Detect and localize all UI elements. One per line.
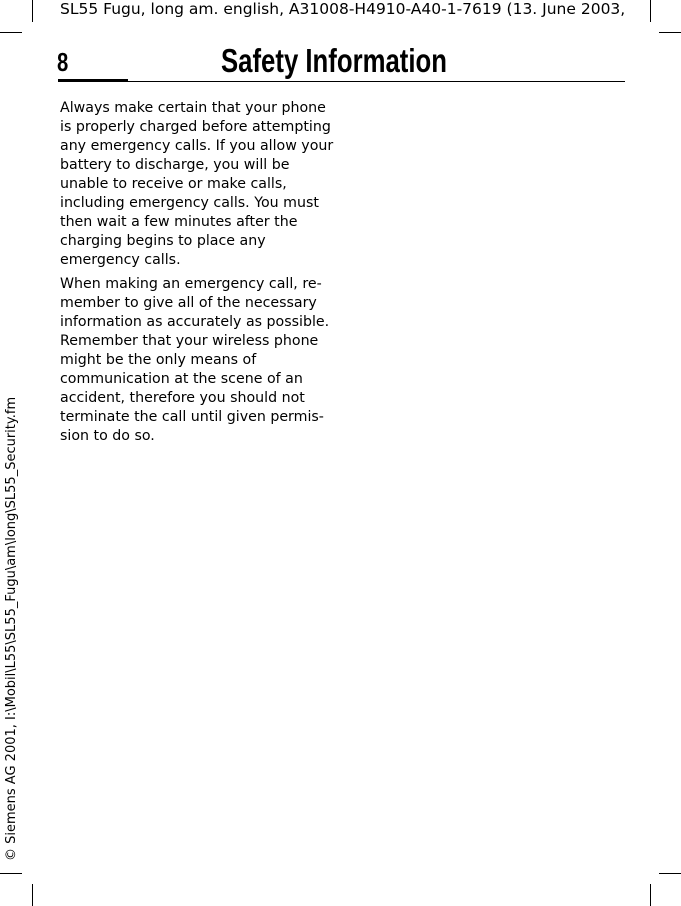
crop-mark-bottom-right-vertical <box>650 884 651 906</box>
crop-mark-top-left-horizontal <box>0 32 22 33</box>
crop-mark-bottom-right-horizontal <box>659 873 681 874</box>
page-number: 8 <box>57 47 69 77</box>
side-footer-path: © Siemens AG 2001, I:\Mobil\L55\SL55_Fugu\am\long\SL55_Security.fm <box>4 396 19 861</box>
title-rule <box>128 81 625 82</box>
page-title: Safety Information <box>221 42 447 79</box>
crop-mark-bottom-left-horizontal <box>0 873 22 874</box>
crop-mark-top-right-horizontal <box>659 32 681 33</box>
body-paragraph: Always make certain that your phone is properly charged before attempting any emergency calls. If you allow your battery to discharge, you will be unable to receive or make calls, including emergency calls. You must then wait a few minutes after the charging begins to place any emergency calls. <box>60 100 334 268</box>
crop-mark-bottom-left-vertical <box>32 884 33 906</box>
body-text-column <box>60 99 335 451</box>
body-paragraph: When making an emergency call, remember to give all of the necessary information as accurately as possible. Remember that your wireless phone might be the only means of communication at the scene of an accident, therefore you should not terminate the call until given permission to do so. <box>60 276 330 444</box>
document-header-line: SL55 Fugu, long am. english, A31008-H4910-A40-1-7619 (13. June 2003, <box>60 0 626 18</box>
title-rule-accent <box>58 79 128 82</box>
crop-mark-top-left-vertical <box>32 0 33 22</box>
